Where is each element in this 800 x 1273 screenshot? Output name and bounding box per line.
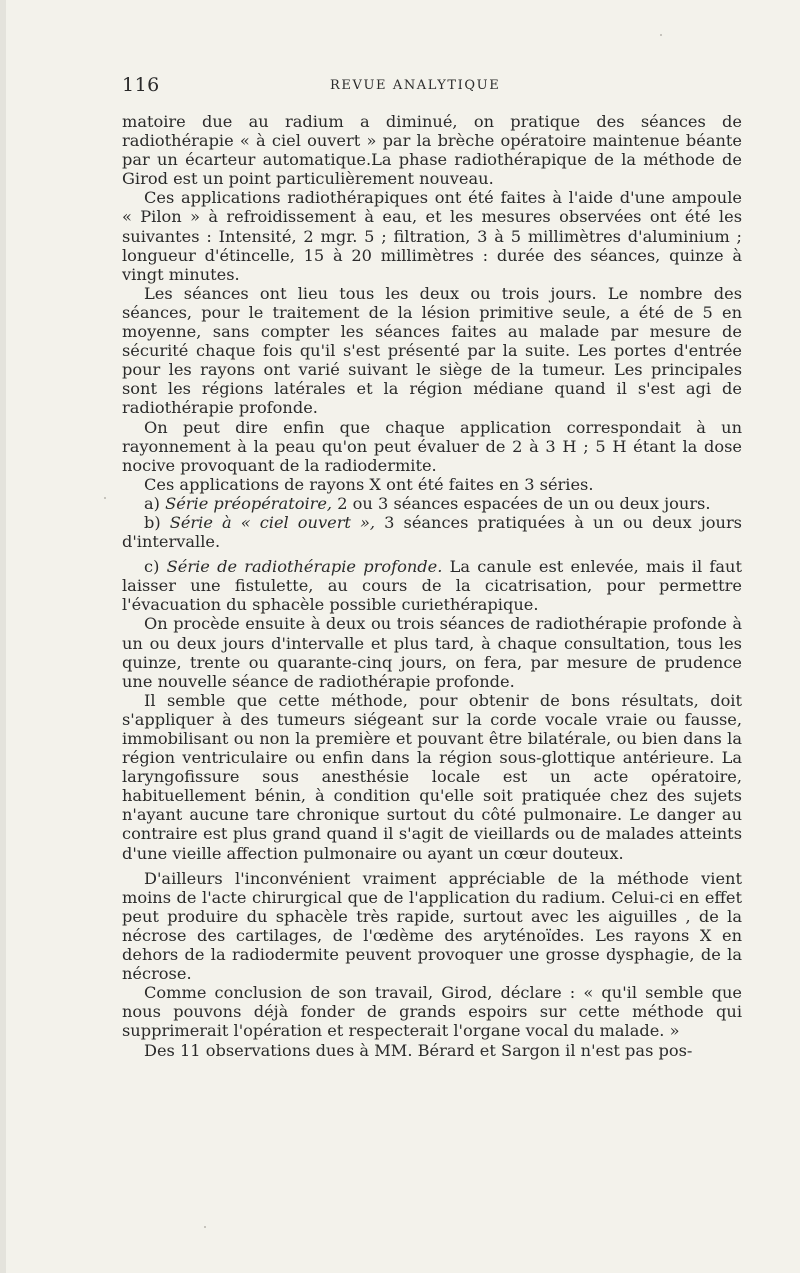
paragraph-3 [122,284,742,418]
paragraph-text: Comme conclusion de son travail, Girod, déclare : « qu'il semble que nous pouvons déjà fonder de grands espoirs sur cette méthode qui supprimerait l'opération et respecterait l'organe vocal du malade. » [122,983,742,1041]
list-text: 3 séances pratiquées à un ou deux jours d'intervalle. [122,512,742,552]
paragraph-text: Les séances ont lieu tous les deux ou trois jours. Le nombre des séances, pour le traitement de la lésion primitive seule, a été de 5 en moyenne, sans compter les séances faites au malade par mesure de sécurité chaque fois qu'il s'est présenté par la suite. Les portes d'entrée pour les rayons ont varié suivant le siège de la tumeur. Les principales sont les régions latérales et la région médiane quand il s'est agi de radiothérapie profonde. [122,283,742,418]
paragraph-2 [122,188,742,283]
paper-speck [204,1226,206,1228]
list-prefix: a) [144,493,166,513]
paragraph-9 [122,614,742,690]
paragraph-text: Des 11 observations dues à MM. Bérard et Sargon il n'est pas pos- [144,1040,693,1060]
list-text: La canule est enlevée, mais il faut laisser une fistulette, au cours de la cicatrisation, pour permettre l'évacuation du sphacèle possible curiethérapique. [122,557,742,615]
paragraph-text: D'ailleurs l'inconvénient vraiment appréciable de la méthode vient moins de l'acte chirurgical que de l'application du radium. Celui-ci en effet peut produire du sphacèle très rapide, surtout avec les aiguilles , de la nécrose des cartilages, de l'œdème des aryténoïdes. Les rayons X en dehors de la radiodermite peuvent provoquer une grosse dysphagie, de la nécrose. [122,868,742,984]
paragraph-1 [122,112,742,188]
paragraph-text: matoire due au radium a diminué, on pratique des séances de radiothérapie « à ciel ouvert » par la brèche opératoire maintenue béante par un écarteur automatique.La phase radiothérapique de la méthode de Girod est un point particulièrement nouveau. [122,112,742,189]
paper-speck [104,497,106,499]
list-text: 2 ou 3 séances espacées de un ou deux jours. [332,493,711,513]
paragraph-text: Ces applications de rayons X ont été faites en 3 séries. [144,474,594,494]
paragraph-4 [122,418,742,475]
body-text [122,112,742,1060]
paragraph-13 [122,1041,742,1060]
list-item-a [122,494,742,513]
paragraph-5 [122,475,742,494]
list-label: Série préopératoire, [165,493,333,513]
list-item-b [122,513,742,551]
list-item-c [122,557,742,614]
paper-speck [660,34,662,36]
paragraph-text: Ces applications radiothérapiques ont été faites à l'aide d'une ampoule « Pilon » à refroidissement à eau, et les mesures observées ont été les suivantes : Intensité, 2 mgr. 5 ; filtration, 3 à 5 millimètres d'aluminium ; longueur d'étincelle, 15 à 20 millimètres : durée des séances, quinze à vingt minutes. [122,188,742,284]
page-header [122,74,742,98]
page-edge-shadow [0,0,6,1273]
list-prefix: c) [144,557,167,577]
paragraph-10 [122,691,742,863]
paragraph-11 [122,869,742,984]
paragraph-12 [122,983,742,1040]
list-label: Série à « ciel ouvert », [169,512,376,532]
list-prefix: b) [144,512,170,532]
paragraph-text: On peut dire enfin que chaque application correspondait à un rayonnement à la peau qu'on peut évaluer de 2 à 3 H ; 5 H étant la dose nocive provoquant de la radiodermite. [122,417,742,475]
paragraph-text: Il semble que cette méthode, pour obtenir de bons résultats, doit s'appliquer à des tumeurs siégeant sur la corde vocale vraie ou fausse, immobilisant ou non la première et pouvant être bilatérale, ou bien dans la région ventriculaire ou enfin dans la région sous-glottique antérieure. La laryngofissure sous anesthésie locale est un acte opératoire, habituellement bénin, à condition qu'elle soit pratiquée chez des sujets n'ayant aucune tare chronique surtout du côté pulmonaire. Le danger au contraire est plus grand quand il s'agit de vieillards ou de malades atteints d'une vieille affection pulmonaire ou ayant un cœur douteux. [122,690,742,863]
page-number: 116 [122,74,160,96]
list-label: Série de radiothérapie profonde. [166,557,443,577]
running-title: REVUE ANALYTIQUE [330,78,501,93]
paragraph-text: On procède ensuite à deux ou trois séances de radiothérapie profonde à un ou deux jours d'intervalle et plus tard, à chaque consultation, tous les quinze, trente ou quarante-cinq jours, on fera, par mesure de prudence une nouvelle séance de radiothérapie profonde. [122,614,742,691]
